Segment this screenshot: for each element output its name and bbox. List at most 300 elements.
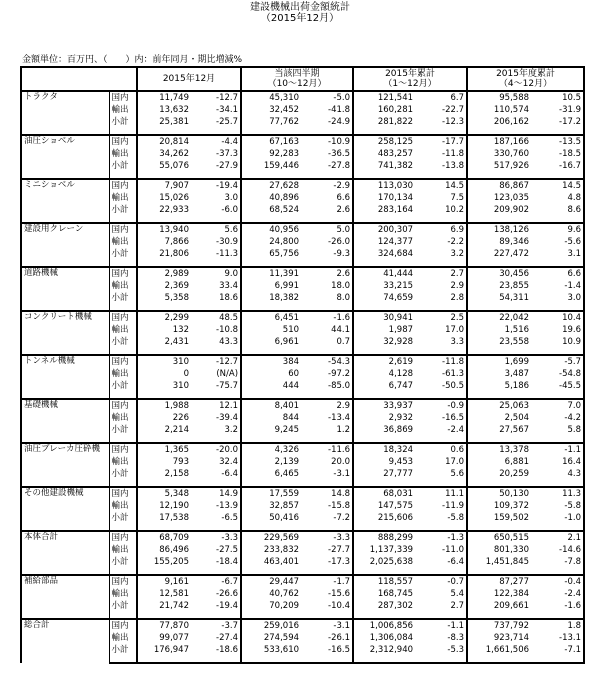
quarter-value: 159,446 [241,160,301,172]
document-subtitle: （2015年12月） [260,13,340,24]
quarter-value: 8,401 [241,399,301,412]
monthly-change: -3.7 [191,619,241,632]
fiscal-change: 10.9 [531,336,584,348]
row-type-label: 国内 [109,531,137,544]
monthly-value: 2,214 [137,424,191,436]
monthly-change: 3.0 [224,192,239,203]
cumulative-change: 0.6 [415,443,467,456]
cumulative-change: -12.3 [442,116,465,127]
row-type-label: 小計 [109,424,137,436]
category-label: 油圧ブレーカ圧砕機 [21,443,109,487]
row-type-label: 小計 [109,468,137,480]
row-type-label: 輸出 [109,588,137,600]
cumulative-change: 2.5 [415,311,467,324]
table-row [21,355,584,368]
fiscal-value: 206,162 [467,116,531,128]
monthly-value: 12,190 [137,500,191,512]
unit-note: 金額単位：百万円、（ ）内：前年同月・期比増減% [22,55,243,65]
quarter-change: 2.6 [336,204,351,215]
fiscal-value: 110,574 [467,104,531,116]
quarter-change: -36.5 [328,148,351,159]
quarter-change: -11.6 [301,443,353,456]
monthly-value: 77,870 [137,619,191,632]
monthly-change: -6.4 [221,468,239,479]
row-type-label: 輸出 [109,456,137,468]
monthly-change: 14.9 [191,487,241,500]
cumulative-value: 1,306,084 [353,632,415,644]
quarter-change: -15.8 [328,500,351,511]
quarter-value: 11,391 [241,267,301,280]
quarter-value: 384 [241,355,301,368]
cumulative-change: 2.7 [450,600,465,611]
monthly-value: 2,431 [137,336,191,348]
cumulative-value: 215,606 [353,512,415,524]
quarter-change: -26.0 [328,236,351,247]
row-type-label: 国内 [109,487,137,500]
fiscal-change: -4.2 [531,412,584,424]
fiscal-change: -1.0 [531,512,584,524]
monthly-value: 9,161 [137,575,191,588]
cumulative-change: 3.2 [450,248,465,259]
cumulative-change: 17.0 [445,456,465,467]
monthly-value: 793 [137,456,191,468]
cumulative-change: 17.0 [445,324,465,335]
row-type-label: 国内 [109,179,137,192]
monthly-value: 13,940 [137,223,191,236]
monthly-change: -4.4 [191,135,241,148]
cumulative-change: -6.4 [447,556,465,567]
monthly-change: 33.4 [219,280,239,291]
cumulative-value: 30,941 [353,311,415,324]
fiscal-change: -18.5 [531,148,584,160]
cumulative-change: -0.9 [415,399,467,412]
row-type-label: 小計 [109,336,137,348]
fiscal-value: 159,502 [467,512,531,524]
row-type-label: 国内 [109,619,137,632]
quarter-value: 533,610 [241,644,301,656]
table-row [21,91,584,104]
quarter-value: 510 [241,324,301,336]
monthly-value: 13,632 [137,104,191,116]
cumulative-value: 124,377 [353,236,415,248]
quarter-change: -27.7 [328,544,351,555]
cumulative-value: 2,619 [353,355,415,368]
quarter-change: -1.6 [301,311,353,324]
monthly-value: 132 [137,324,191,336]
quarter-value: 67,163 [241,135,301,148]
quarter-change: 44.1 [331,324,351,335]
quarter-change: 0.7 [336,336,351,347]
fiscal-value: 6,881 [467,456,531,468]
fiscal-value: 3,487 [467,368,531,380]
row-type-label: 小計 [109,116,137,128]
monthly-value: 22,933 [137,204,191,216]
fiscal-change: -13.5 [531,135,584,148]
quarter-value: 24,800 [241,236,301,248]
document-title: 建設機械出荷金額統計 [250,2,350,13]
row-type-label: 小計 [109,644,137,656]
cumulative-change: -11.0 [442,544,465,555]
fiscal-change: 11.3 [531,487,584,500]
cumulative-value: 258,125 [353,135,415,148]
quarter-change: 14.8 [301,487,353,500]
monthly-change: -20.0 [191,443,241,456]
cumulative-change: 6.9 [415,223,467,236]
fiscal-value: 138,126 [467,223,531,236]
table-row [21,575,584,588]
fiscal-change: -54.8 [531,368,584,380]
quarter-change: -9.3 [333,248,351,259]
fiscal-change: -13.1 [531,632,584,644]
fiscal-value: 54,311 [467,292,531,304]
quarter-value: 9,245 [241,424,301,436]
fiscal-change: -1.6 [531,600,584,612]
cumulative-value: 121,541 [353,91,415,104]
category-label: 道路機械 [21,267,109,311]
monthly-value: 176,947 [137,644,191,656]
quarter-change: 2.9 [301,399,353,412]
quarter-value: 17,559 [241,487,301,500]
table-row [21,531,584,544]
quarter-change: -3.1 [301,619,353,632]
fiscal-value: 650,515 [467,531,531,544]
table-row [21,267,584,280]
quarter-change: -10.9 [301,135,353,148]
quarter-value: 6,991 [241,280,301,292]
fiscal-change: -14.6 [531,544,584,556]
row-type-label: 輸出 [109,236,137,248]
quarter-change: -54.3 [301,355,353,368]
cumulative-value: 147,575 [353,500,415,512]
category-label: その他建設機械 [21,487,109,531]
quarter-change: -10.4 [328,600,351,611]
category-label: 基礎機械 [21,399,109,443]
quarter-value: 2,139 [241,456,301,468]
fiscal-change: 7.0 [531,399,584,412]
cumulative-value: 741,382 [353,160,415,172]
cumulative-change: -1.3 [415,531,467,544]
cumulative-change: 11.1 [415,487,467,500]
category-label: 建設用クレーン [21,223,109,267]
fiscal-change: 19.6 [531,324,584,336]
cumulative-change: 10.2 [445,204,465,215]
fiscal-change: 8.6 [531,204,584,216]
monthly-value: 226 [137,412,191,424]
monthly-change: 5.6 [191,223,241,236]
quarter-value: 4,326 [241,443,301,456]
monthly-value: 21,742 [137,600,191,612]
fiscal-value: 209,902 [467,204,531,216]
quarter-value: 274,594 [241,632,301,644]
fiscal-change: -1.1 [531,443,584,456]
row-type-label: 小計 [109,248,137,260]
fiscal-change: -1.4 [531,280,584,292]
row-type-label: 国内 [109,443,137,456]
cumulative-value: 283,164 [353,204,415,216]
category-label: コンクリート機械 [21,311,109,355]
cumulative-change: -22.7 [442,104,465,115]
fiscal-change: -0.4 [531,575,584,588]
monthly-value: 7,907 [137,179,191,192]
monthly-value: 68,709 [137,531,191,544]
cumulative-change: -11.8 [415,355,467,368]
fiscal-value: 20,259 [467,468,531,480]
monthly-value: 11,749 [137,91,191,104]
quarter-change: -27.8 [328,160,351,171]
monthly-change: (N/A) [216,368,239,379]
table-row [21,487,584,500]
monthly-value: 5,358 [137,292,191,304]
monthly-change: -75.7 [216,380,239,391]
row-type-label: 国内 [109,355,137,368]
monthly-change: -10.8 [216,324,239,335]
cumulative-value: 2,312,940 [353,644,415,656]
fiscal-value: 22,042 [467,311,531,324]
cumulative-change: 2.7 [415,267,467,280]
monthly-change: -37.3 [216,148,239,159]
cumulative-change: 5.6 [450,468,465,479]
monthly-change: -25.7 [216,116,239,127]
fiscal-value: 187,166 [467,135,531,148]
cumulative-change: 6.7 [415,91,467,104]
monthly-change: -19.4 [216,600,239,611]
cumulative-value: 160,281 [353,104,415,116]
fiscal-change: 4.3 [531,468,584,480]
row-type-label: 小計 [109,556,137,568]
cumulative-value: 33,215 [353,280,415,292]
cumulative-value: 2,932 [353,412,415,424]
row-type-label: 輸出 [109,192,137,204]
monthly-value: 2,299 [137,311,191,324]
quarter-value: 92,283 [241,148,301,160]
cumulative-value: 118,557 [353,575,415,588]
monthly-change: -34.1 [216,104,239,115]
row-type-label: 輸出 [109,412,137,424]
fiscal-value: 330,760 [467,148,531,160]
fiscal-value: 1,699 [467,355,531,368]
monthly-change: -11.3 [216,248,239,259]
monthly-change: 12.1 [191,399,241,412]
monthly-value: 5,348 [137,487,191,500]
fiscal-value: 737,792 [467,619,531,632]
quarter-value: 68,524 [241,204,301,216]
cumulative-value: 2,025,638 [353,556,415,568]
fiscal-value: 1,661,506 [467,644,531,656]
monthly-value: 86,496 [137,544,191,556]
table-row [21,223,584,236]
quarter-change: -2.9 [301,179,353,192]
fiscal-value: 209,661 [467,600,531,612]
fiscal-value: 95,588 [467,91,531,104]
cumulative-value: 168,745 [353,588,415,600]
cumulative-change: -11.9 [442,500,465,511]
fiscal-value: 30,456 [467,267,531,280]
fiscal-change: 10.5 [531,91,584,104]
category-label: 油圧ショベル [21,135,109,179]
category-label: トンネル機械 [21,355,109,399]
monthly-change: -26.6 [216,588,239,599]
quarter-change: -24.9 [328,116,351,127]
cumulative-change: 3.3 [450,336,465,347]
quarter-value: 65,756 [241,248,301,260]
monthly-change: -18.4 [216,556,239,567]
quarter-change: 20.0 [331,456,351,467]
row-type-label: 小計 [109,512,137,524]
monthly-change: -6.7 [191,575,241,588]
quarter-change: -26.1 [328,632,351,643]
cumulative-change: 14.5 [415,179,467,192]
category-label: トラクタ [21,91,109,135]
cumulative-change: -5.8 [447,512,465,523]
fiscal-change: 14.5 [531,179,584,192]
category-label: ミニショベル [21,179,109,223]
cumulative-change: -2.2 [447,236,465,247]
monthly-change: -27.9 [216,160,239,171]
quarter-change: 1.2 [336,424,351,435]
cumulative-change: -8.3 [447,632,465,643]
quarter-value: 444 [241,380,301,392]
cumulative-change: -17.7 [415,135,467,148]
table-row [21,311,584,324]
monthly-value: 7,866 [137,236,191,248]
header-quarter: 当該四半期 （10～12月） [241,67,353,91]
fiscal-value: 1,451,845 [467,556,531,568]
monthly-value: 155,205 [137,556,191,568]
fiscal-change: -5.8 [531,500,584,512]
row-type-label: 国内 [109,267,137,280]
quarter-value: 77,762 [241,116,301,128]
quarter-change: -15.6 [328,588,351,599]
monthly-value: 1,988 [137,399,191,412]
fiscal-change: 5.8 [531,424,584,436]
row-type-label: 輸出 [109,280,137,292]
fiscal-value: 123,035 [467,192,531,204]
monthly-value: 99,077 [137,632,191,644]
fiscal-change: -45.5 [531,380,584,392]
fiscal-change: 1.8 [531,619,584,632]
row-type-label: 小計 [109,160,137,172]
category-label: 総合計 [21,619,109,663]
cumulative-value: 74,659 [353,292,415,304]
quarter-value: 259,016 [241,619,301,632]
monthly-change: 43.3 [219,336,239,347]
fiscal-value: 89,346 [467,236,531,248]
fiscal-value: 2,504 [467,412,531,424]
monthly-value: 15,026 [137,192,191,204]
quarter-value: 40,956 [241,223,301,236]
quarter-value: 6,961 [241,336,301,348]
quarter-value: 45,310 [241,91,301,104]
cumulative-value: 324,684 [353,248,415,260]
row-type-label: 輸出 [109,368,137,380]
cumulative-value: 888,299 [353,531,415,544]
cumulative-change: -5.3 [447,644,465,655]
fiscal-change: 16.4 [531,456,584,468]
cumulative-value: 287,302 [353,600,415,612]
fiscal-value: 50,130 [467,487,531,500]
monthly-change: -6.0 [221,204,239,215]
quarter-value: 40,896 [241,192,301,204]
fiscal-value: 13,378 [467,443,531,456]
row-type-label: 小計 [109,380,137,392]
monthly-change: -39.4 [216,412,239,423]
row-type-label: 輸出 [109,500,137,512]
quarter-change: 2.6 [301,267,353,280]
monthly-change: -12.7 [191,355,241,368]
quarter-change: -16.5 [328,644,351,655]
monthly-change: -18.6 [216,644,239,655]
monthly-change: -30.9 [216,236,239,247]
row-type-label: 小計 [109,292,137,304]
monthly-value: 1,365 [137,443,191,456]
row-type-label: 国内 [109,399,137,412]
cumulative-value: 68,031 [353,487,415,500]
monthly-change: -12.7 [191,91,241,104]
cumulative-value: 200,307 [353,223,415,236]
quarter-value: 6,465 [241,468,301,480]
header-fiscal: 2015年度累計 （4～12月） [467,67,584,91]
cumulative-change: -11.8 [442,148,465,159]
cumulative-value: 1,987 [353,324,415,336]
row-type-label: 国内 [109,91,137,104]
cumulative-value: 281,822 [353,116,415,128]
monthly-value: 55,076 [137,160,191,172]
cumulative-change: 2.9 [450,280,465,291]
cumulative-value: 18,324 [353,443,415,456]
cumulative-value: 4,128 [353,368,415,380]
quarter-value: 70,209 [241,600,301,612]
fiscal-value: 801,330 [467,544,531,556]
cumulative-change: 2.8 [450,292,465,303]
cumulative-change: -16.5 [442,412,465,423]
fiscal-value: 23,558 [467,336,531,348]
row-type-label: 国内 [109,311,137,324]
row-type-label: 輸出 [109,104,137,116]
quarter-change: -13.4 [328,412,351,423]
quarter-change: -3.1 [333,468,351,479]
fiscal-value: 27,567 [467,424,531,436]
fiscal-change: -5.7 [531,355,584,368]
quarter-change: -3.3 [301,531,353,544]
quarter-change: 6.6 [336,192,351,203]
header-cumulative: 2015年累計 （1～12月） [353,67,467,91]
cumulative-change: 5.4 [450,588,465,599]
category-label: 補給部品 [21,575,109,619]
monthly-value: 2,989 [137,267,191,280]
row-type-label: 国内 [109,223,137,236]
cumulative-value: 33,937 [353,399,415,412]
cumulative-value: 9,453 [353,456,415,468]
monthly-value: 0 [137,368,191,380]
row-type-label: 輸出 [109,632,137,644]
quarter-value: 29,447 [241,575,301,588]
cumulative-value: 170,134 [353,192,415,204]
quarter-change: -85.0 [328,380,351,391]
cumulative-value: 27,777 [353,468,415,480]
fiscal-change: -5.6 [531,236,584,248]
quarter-change: 5.0 [301,223,353,236]
cumulative-change: -0.7 [415,575,467,588]
monthly-change: -3.3 [191,531,241,544]
quarter-value: 27,628 [241,179,301,192]
quarter-change: -41.8 [328,104,351,115]
quarter-value: 844 [241,412,301,424]
row-type-label: 小計 [109,204,137,216]
quarter-change: -17.3 [328,556,351,567]
quarter-change: -7.2 [333,512,351,523]
quarter-value: 60 [241,368,301,380]
fiscal-value: 923,714 [467,632,531,644]
